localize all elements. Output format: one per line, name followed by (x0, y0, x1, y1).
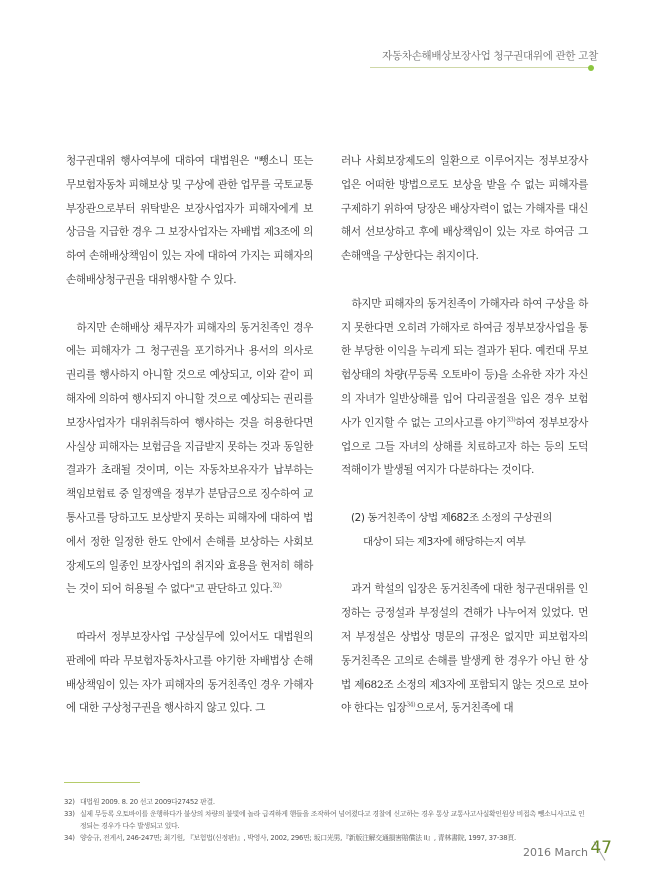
right-column (341, 150, 588, 745)
paragraph-text: 으로서, 동거친족에 대 (415, 702, 514, 715)
paragraph: 따라서 정부보장사업 구상실무에 있어서도 대법원의 판례에 따라 무보험자동차사고를 야기한 자배법상 손해배상책임이 있는 자가 피해자의 동거친족인 경우 가해자에 대한 구상청구권을 행사하지 않고 있다. 그 (66, 630, 313, 715)
footnote-text: 실제 무등록 오토바이를 운행하다가 불상의 차량의 불빛에 놀라 급격하게 핸들을 조작하여 넘어졌다고 경찰에 신고하는 경우 통상 교통사고사실확인원상 비접촉 뺑소니사고로 인정되는 경우가 다수 발생되고 있다. (80, 810, 585, 830)
paragraph-text: 하지만 손해배상 채무자가 피해자의 동거친족인 경우에는 피해자가 그 청구권을 포기하거나 용서의 의사로 권리를 행사하지 아니할 것으로 예상되고, 이와 같이 피해자에 의하여 행사되지 아니할 것으로 예상되는 권리를 보장사업자가 대위취득하여 행사하는 것을 허용한다면 사실상 피해자는 보험금을 지급받지 못하는 것과 동일한 결과가 초래될 것이며, 이는 자동차보유자가 납부하는 책임보험료 중 일정액을 정부가 분담금으로 징수하여 교통사고를 당하고도 보상받지 못하는 피해자에 대하여 법에서 정한 일정한 한도 안에서 손해를 보상하는 사회보장제도의 일종인 보장사업의 취지와 효용을 현저히 해하는 것이 되어 허용될 수 없다"고 판단하고 있다. (66, 321, 313, 596)
paragraph (66, 317, 313, 603)
footnote-rule (64, 782, 140, 783)
subheading-line: (2) 동거친족이 상법 제682조 소정의 구상권의 (351, 511, 552, 524)
footnote-number: 33) (64, 810, 75, 818)
header-dot-icon (588, 65, 594, 71)
issue-label: 2016 March (522, 846, 588, 859)
footnote-number: 32) (64, 798, 75, 806)
paragraph-text: 하지만 피해자의 동거친족이 가해자라 하여 구상을 하지 못한다면 오히려 가해자로 하여금 정부보장사업을 통한 부당한 이익을 누리게 되는 결과가 된다. 예컨대 무보험상태의 차량(무등록 오토바이 등)을 소유한 자가 자신의 자녀가 일반상해를 입어 다리골절을 입은 경우 보험사가 인지할 수 없는 고의사고를 야기 (341, 297, 588, 429)
paragraph (341, 578, 588, 721)
left-column (66, 150, 313, 745)
paragraph: 청구권대위 행사여부에 대하여 대법원은 "뺑소니 또는 무보험자동차 피해보상 및 구상에 관한 업무를 국토교통부장관으로부터 위탁받은 보장사업자가 피해자에게 보상금을 지급한 경우 그 보장사업자는 자배법 제3조에 의하여 손해배상책임이 있는 자에 대하여 가지는 피해자의 손해배상청구권을 대위행사할 수 있다. (66, 155, 313, 286)
footnote-text: 양승규, 전게서, 246-247면; 최기원, 『보험법(신정판)』, 박영사, 2002, 296면; 坂口光男,『新版注解交通損害賠償法 II』, 青林書院, 1997, 37-38頁. (80, 834, 516, 842)
page-number: 47 (590, 838, 612, 858)
footnote (64, 832, 589, 844)
footnote-ref-33: 33) (506, 416, 516, 424)
subheading-line: 대상이 되는 제3자에 해당하는지 여부 (363, 535, 526, 548)
footnotes (64, 796, 589, 844)
footnote (64, 796, 589, 808)
footnote-text: 대법원 2009. 8. 20 선고 2009다27452 판결. (80, 798, 215, 806)
section-subheading (341, 507, 588, 555)
footnote-ref-34: 34) (406, 701, 416, 709)
paragraph-text: 과거 학설의 입장은 동거친족에 대한 청구권대위를 인정하는 긍정설과 부정설의 견해가 나누어져 있었다. 먼저 부정설은 상법상 명문의 규정은 없지만 피보험자의 동거친족은 고의로 손해를 발생케 한 경우가 아닌 한 상법 제682조 소정의 제3자에 포함되지 않는 것으로 보아야 한다는 입장 (341, 583, 588, 715)
footnote-ref-32: 32) (272, 582, 282, 590)
paragraph-text: 하여 정부보장사업으로 그들 자녀의 상해를 치료하고자 하는 등의 도덕적해이가 발생될 여지가 다분하다는 것이다. (341, 416, 588, 477)
paragraph: 러나 사회보장제도의 일환으로 이루어지는 정부보장사업은 어떠한 방법으로도 보상을 받을 수 없는 피해자를 구제하기 위하여 당장은 배상자력이 없는 가해자를 대신해서 선보상하고 후에 배상책임이 있는 자로 하여금 그 손해액을 구상한다는 취지이다. (341, 155, 588, 263)
footnote-number: 34) (64, 834, 75, 842)
running-header: 자동차손해배상보장사업 청구권대위에 관한 고찰 (382, 50, 598, 62)
header-rule (370, 67, 592, 68)
footnote (64, 808, 589, 832)
paragraph (341, 293, 588, 483)
